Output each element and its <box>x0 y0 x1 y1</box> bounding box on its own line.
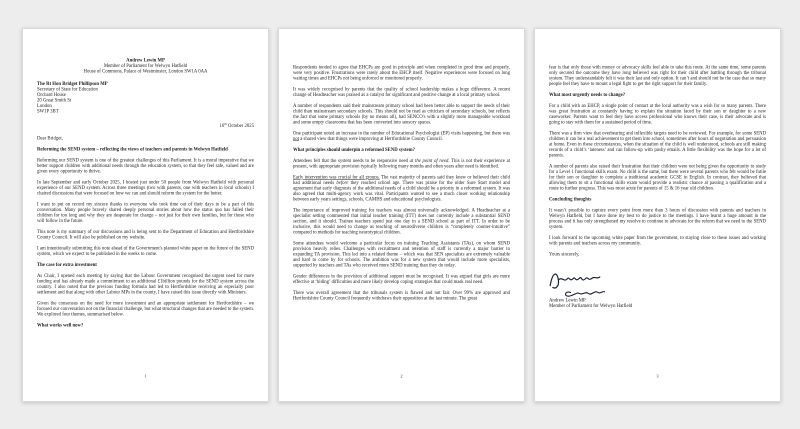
paragraph: The importance of improved training for teachers was almost universally acknowledged. A Headteacher at a specialist setting commented that initial teacher training (ITT) does not currently include a substantial SEND section, and it should. Trainee teachers spend just one day in a SEND school as part of ITT. In order to be inclusive, this would need to change as teaching of neurodiverse children is “completely counter-intuitive” compared to methods for teaching neurotypical children. <box>293 208 510 235</box>
page-number: 1 <box>144 373 147 379</box>
signatory-title: Member of Parliament for Welwyn Hatfield <box>549 303 633 309</box>
sender-address: House of Commons, Palace of Westminster, London SW1A 0AA <box>83 69 208 74</box>
recipient-line: SW1P 3BT <box>37 109 59 114</box>
letter-date: 16th October 2025 <box>219 122 254 129</box>
sender-header <box>37 58 254 75</box>
underlined-word: not <box>293 136 300 142</box>
recipient-line: Orchard House <box>37 92 66 98</box>
recipient-line: Secretary of State for Education <box>37 87 98 92</box>
italic-phrase: at the point of need <box>409 158 449 164</box>
paragraph: Given the consensus on the need for more investment and an appropriate settlement for Hertfordshire – we focused our conversation not on the financial challenge, but what structural changes that are needed to the system. We explored four themes, summarised below. <box>37 301 254 318</box>
paragraph: Early intervention was crucial for all groups. The vast majority of parents said they knew or believed their child had additional needs before they reached school age. There was praise for the older Sure Start model and agreement that early diagnosis of the additional needs of a child should be a priority in a reformed system. It was also agreed that multi-agency work was vital. Participants wanted to see a much closer working relationship between early years settings, schools, CAMHS and educational psychologists. <box>293 175 511 202</box>
paragraph: For a child with an EHCP, a single point of contact at the local authority was a wish for so many parents. There was great frustration at constantly having to explain the situation faced by their son or daughter to a new caseworker. Parents want to feel they have access professional who knows their case, is their advocate and is going to stay with them for a sustained period of time. <box>549 103 766 125</box>
paragraph: Respondents tended to agree that EHCPs are good in principle and when completed in good time and properly, were very positive. Frustrations were rarely about the EHCP itself. Negative experiences were focused on long waiting times and EHCPs not being enforced or monitored properly. <box>293 65 510 81</box>
section-heading-works-well: What works well now? <box>37 323 84 329</box>
section-heading-concluding: Concluding thoughts <box>549 197 592 202</box>
recipient-line: 20 Great Smith St <box>37 98 72 103</box>
letter-page-3 <box>534 28 781 402</box>
letter-page-1 <box>22 28 269 402</box>
signature <box>547 257 766 301</box>
recipient-address <box>37 82 254 115</box>
paragraph: A number of respondents said their mainstream primary school had been better able to support the needs of their child than mainstream secondary schools. This should not be read as criticism of secondary schools, but reflects the fact that some primary schools (by no means all), had SENCO's with a slightly more manageable workload and some empty classrooms that has been converted into sensory spaces. <box>293 103 510 125</box>
section-heading-principles: What principles should underpin a reformed SEND system? <box>293 147 415 153</box>
paragraph: Some attendees would welcome a particular focus on training Teaching Assistants (TAs), on whom SEND provision heavily relies. Challenges with recruitment and retention of staff is currently a major barrier to expanding TA provision. This led into a related theme – which was that SEN specialists are extremely valuable and hard to come by for schools. The ambition was for a new system that would include more specialists, supported by teachers and TAs who received more SEND training than they do today. <box>293 241 510 268</box>
recipient-line: London <box>37 103 52 109</box>
paragraph: This note is my summary of our discussions and is being sent to the Department of Education and Hertfordshire County Council. It will also be published on my website. <box>37 229 254 241</box>
paragraph: As Chair, I opened each meeting by saying that the Labour Government recognised the urgent need for more funding and has already made a commitment to an additional £1billion pounds for the SEND system across the country. I also noted that the previous funding formula had led to Hertfordshire receiving an especially poor settlement and that along with other Labour MPs in the county, I have raised this issue directly with Ministers. <box>37 273 254 296</box>
paragraph: I want to put on record my sincere thanks to everyone who took time out of their days to be a part of this conversation. Many people bravely shared deeply personal stories about how the status quo has failed their children for too long and why they are desperate for change – not just for their own families, but for those who will follow in the future. <box>37 202 254 224</box>
subject-heading: Reforming the SEND system – reflecting the views of teachers and parents in Welwyn Hatfield <box>37 147 228 153</box>
paragraph: There was overall agreement that the tribunals system is flawed and not fair. Over 99% are approved and Hertfordshire County Council frequently withdraws their opposition at the last minute. The great <box>293 290 510 301</box>
closing: Yours sincerely, <box>549 252 580 257</box>
signatory-name: Andrew Lewin MP <box>549 298 586 303</box>
salutation: Dear Bridget, <box>37 136 63 142</box>
section-heading-change: What most urgently needs to change? <box>549 92 626 98</box>
paragraph: Attendees felt that the system needs to be responsive need at the point of need. This is not their experience at present, with appropriate provision typically following many months and often years after need is identified. <box>293 158 510 169</box>
paragraph: In late September and early October 2025, I hosted just under 50 people from Welwyn Hatfield with personal experience of our SEND system. Across three meetings (two with parents, one with teachers in local schools) I chaired discussions that were focused on how we can and should reform the system for the better. <box>37 180 254 197</box>
paragraph: It wasn’t possible to capture every point from more than 3 hours of discussion with parents and teachers in Welwyn Hatfield, but I have done my best to do justice to the meetings. I have learnt a huge amount in the process and it has only strengthened my resolve to continue to advocate for the reform that we need to the SEND system. <box>549 208 766 230</box>
paragraph: One participant noted an increase in the number of Educational Psychologist (EP) visits happening, but there was not a shared view that things were improving at Hertfordshire County Council. <box>293 131 510 142</box>
paragraph: There was a firm view that overbearing and inflexible targets need to be reviewed. For example, for some SEND children it can be a real achievement to get them into school, sometimes after hours of negotiation and persuasion at home. Even in these circumstances, when the situation of the child is well understood, schools are still making records of a child’s ‘lateness’ and can follow-up with pushy emails. A little flexibility was the hope for a lot of parents. <box>549 131 766 158</box>
section-heading-investment: The case for extra investment <box>37 262 97 268</box>
page-number: 2 <box>400 373 403 379</box>
letter-page-2 <box>278 28 525 402</box>
page-number: 3 <box>656 373 659 379</box>
paragraph: A number of parents also raised their frustration that their children were not being given the opportunity to study for a Level 1 functional skills exam. No child is the same, but there were several parents who felt would be futile for their son or daughter to complete a traditional academic GCSE in English. In contrast, they believed that allowing them to sit a functional skills exam would provide a realistic chance at passing a qualification and a route to further progress. This was most acute for parents of 15 & 16 year old children. <box>549 164 766 191</box>
paragraph: fear is that only those with money or advocacy skills feel able to take this route. At the same time, some parents only secured the outcome they have long believed was right for their child after battling through the tribunal system. They understandably felt it was their last and only option. It can’t and should not be the case that so many people feel they have to mount a legal fight to get the right support for their family. <box>549 65 766 87</box>
paragraph: Gender differences in the provision of additional support must be recognised. It was argued that girls are more effective at ‘hiding’ difficulties and more likely develop coping strategies that could mask real need. <box>293 274 510 285</box>
paragraph: I look forward to the upcoming white paper from the government, to staying close to these issues and working with parents and teachers across my community. <box>549 235 766 246</box>
italic-word: before <box>336 180 349 186</box>
paragraph: It was widely recognised by parents that the quality of school leadership makes a huge difference. A recent change of Headteacher was praised as a catalyst for significant and positive change at a local primary school. <box>293 87 510 98</box>
paragraph: Reforming our SEND system is one of the greatest challenges of this Parliament. It is a moral imperative that we better support children with additional needs through the education system, so that they feel safe, valued and are given every opportunity to thrive. <box>37 158 254 175</box>
sender-title: Member of Parliament for Welwyn Hatfield <box>103 63 188 69</box>
paragraph: I am intentionally submitting this note ahead of the Government's planned white paper on the future of the SEND system, which we expect to be published in the weeks to come. <box>37 246 254 257</box>
underlined-sentence: Early intervention was crucial for all groups. <box>293 175 380 180</box>
sender-name: Andrew Lewin MP <box>126 58 165 63</box>
recipient-name: The Rt Hon Bridget Phillipson MP <box>37 81 108 87</box>
